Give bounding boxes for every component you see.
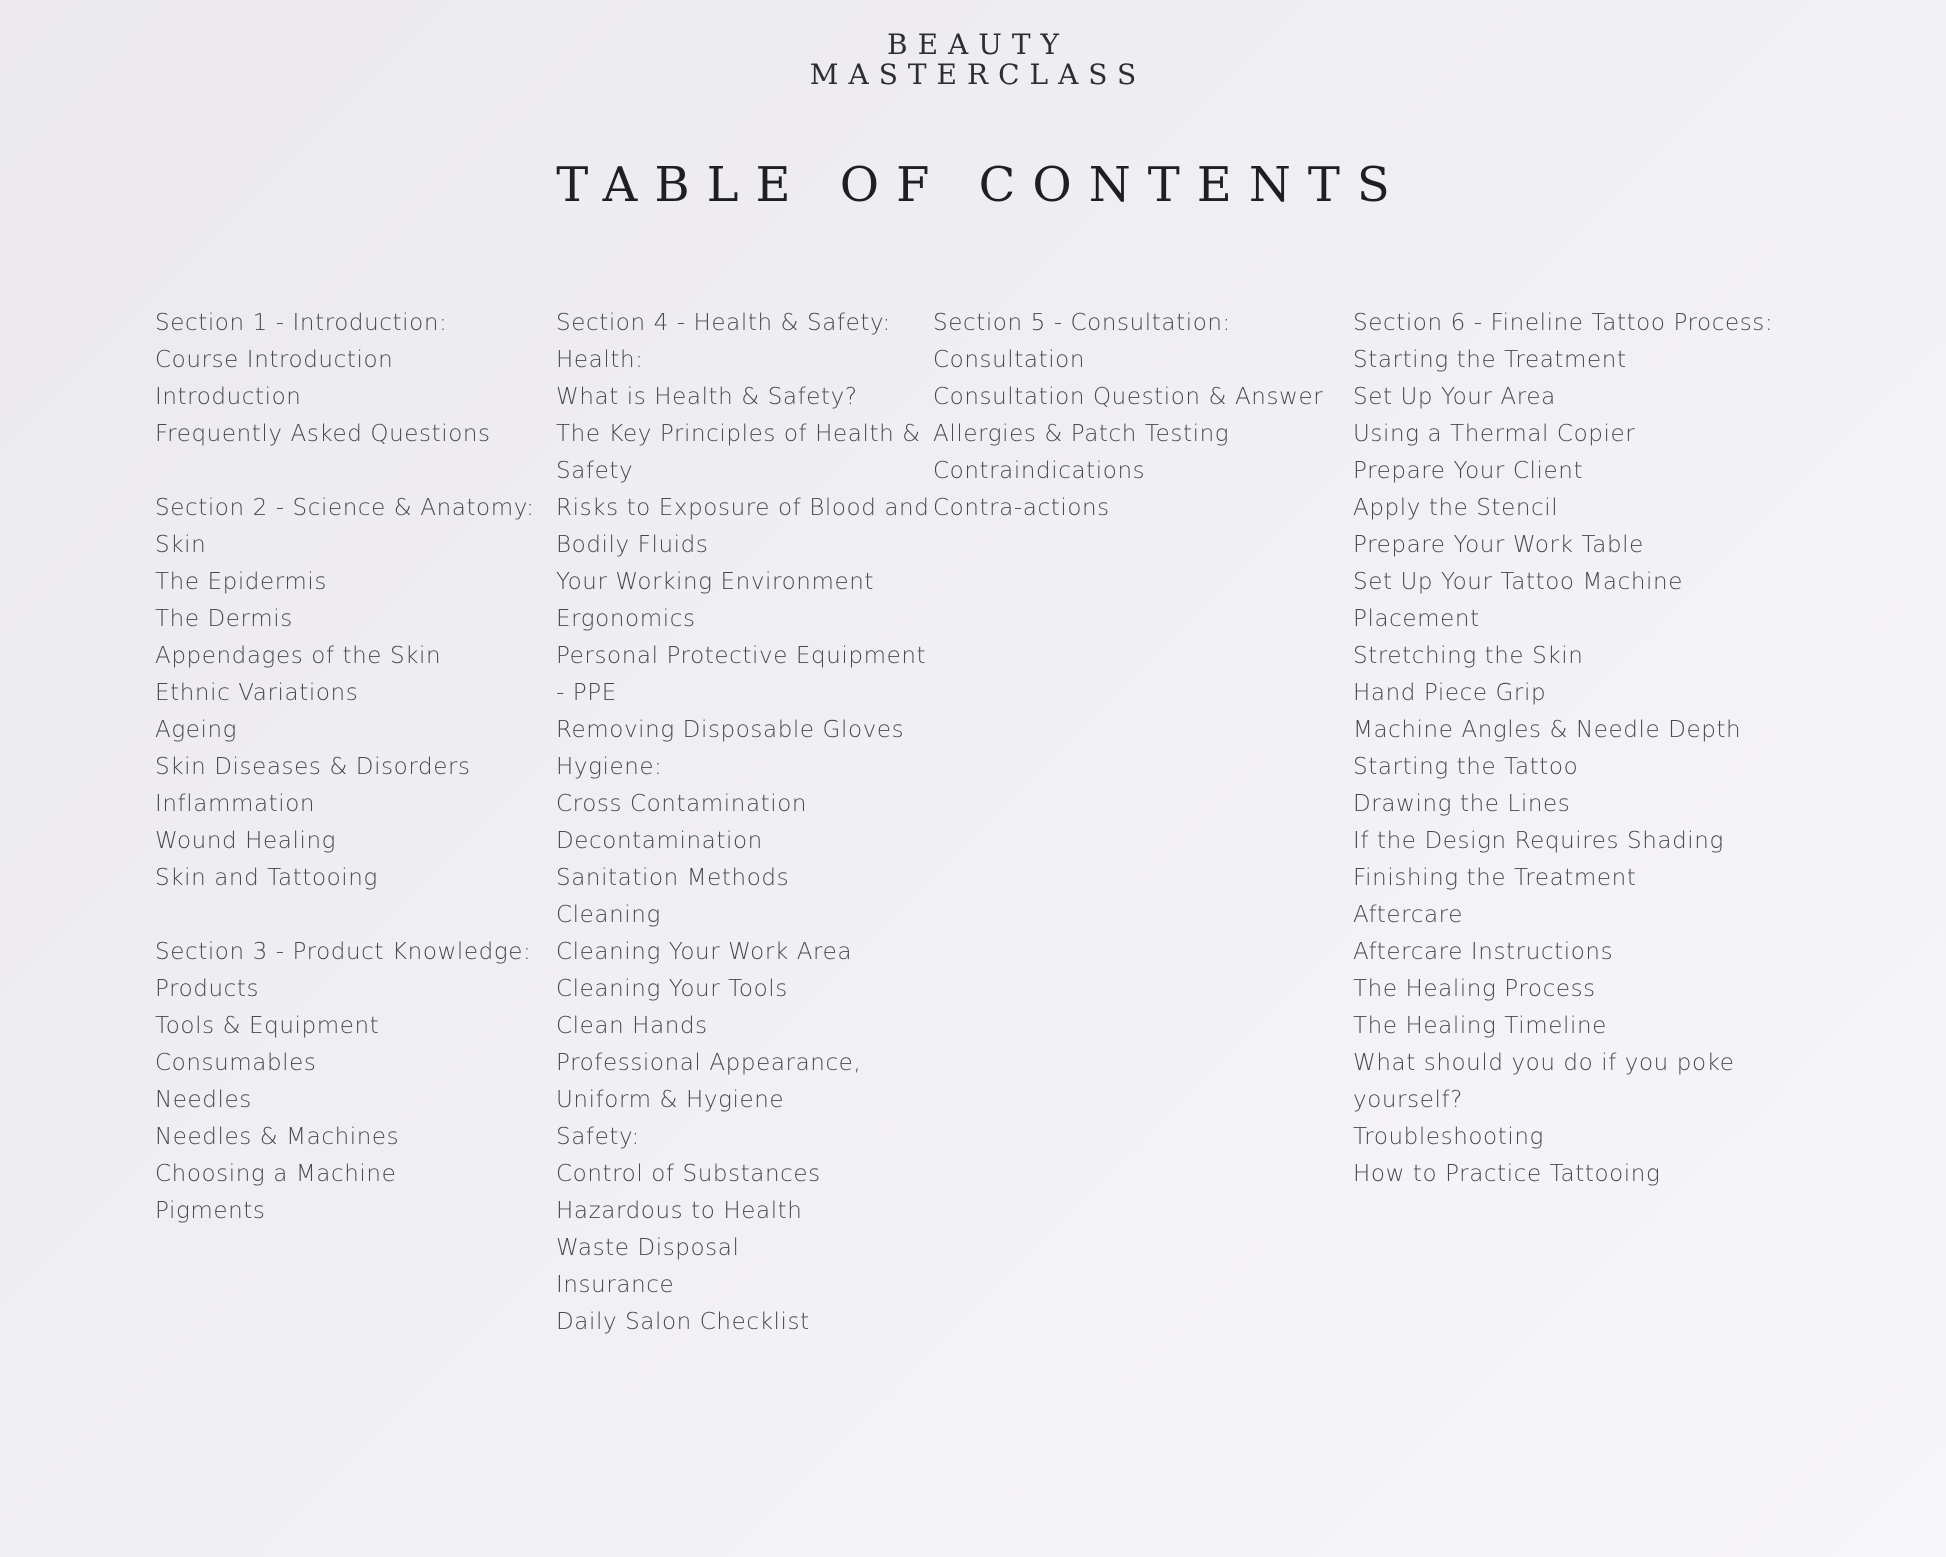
toc-item: Professional Appearance, xyxy=(556,1050,862,1076)
toc-column-4 xyxy=(1353,305,1913,1193)
toc-item: Choosing a Machine xyxy=(155,1161,397,1187)
toc-item: Personal Protective Equipment xyxy=(556,643,927,669)
toc-item: Appendages of the Skin xyxy=(155,643,442,669)
toc-item: Pigments xyxy=(155,1198,266,1224)
toc-item: The Healing Process xyxy=(1353,976,1596,1002)
toc-column-2 xyxy=(556,305,930,1341)
toc-item: The Healing Timeline xyxy=(1353,1013,1607,1039)
toc-column-1 xyxy=(155,305,535,1230)
toc-item: Inflammation xyxy=(155,791,316,817)
toc-item: If the Design Requires Shading xyxy=(1353,828,1724,854)
toc-item: Skin Diseases & Disorders xyxy=(155,754,471,780)
toc-item: Consumables xyxy=(155,1050,317,1076)
toc-item: Introduction xyxy=(155,384,302,410)
toc-item: Hazardous to Health xyxy=(556,1198,803,1224)
toc-item: How to Practice Tattooing xyxy=(1353,1161,1661,1187)
toc-item: Stretching the Skin xyxy=(1353,643,1584,669)
toc-item: Contraindications xyxy=(933,458,1146,484)
toc-item: Cross Contamination xyxy=(556,791,808,817)
toc-item: Cleaning Your Work Area xyxy=(556,939,853,965)
toc-item: Needles & Machines xyxy=(155,1124,400,1150)
section-heading: Section 3 - Product Knowledge: xyxy=(155,939,532,965)
toc-item: yourself? xyxy=(1353,1087,1463,1113)
toc-item: What is Health & Safety? xyxy=(556,384,858,410)
toc-item: Uniform & Hygiene xyxy=(556,1087,785,1113)
toc-item: Ethnic Variations xyxy=(155,680,359,706)
toc-column-3 xyxy=(933,305,1333,527)
toc-item: Course Introduction xyxy=(155,347,394,373)
toc-subheading: Hygiene: xyxy=(556,754,663,780)
toc-item: Removing Disposable Gloves xyxy=(556,717,905,743)
section-spacer xyxy=(155,897,535,934)
brand-logo xyxy=(0,30,1946,90)
toc-item: Your Working Environment xyxy=(556,569,874,595)
toc-item: Contra-actions xyxy=(933,495,1110,521)
toc-item: Needles xyxy=(155,1087,252,1113)
brand-line-2: MASTERCLASS xyxy=(809,58,1147,91)
toc-item: Machine Angles & Needle Depth xyxy=(1353,717,1742,743)
section-heading: Section 5 - Consultation: xyxy=(933,310,1231,336)
section-heading: Section 1 - Introduction: xyxy=(155,310,448,336)
toc-item: The Dermis xyxy=(155,606,293,632)
toc-item: Waste Disposal xyxy=(556,1235,740,1261)
toc-item: Skin and Tattooing xyxy=(155,865,378,891)
toc-item: Clean Hands xyxy=(556,1013,708,1039)
toc-item: The Epidermis xyxy=(155,569,327,595)
toc-item: - PPE xyxy=(556,680,617,706)
section-heading: Section 4 - Health & Safety: xyxy=(556,310,891,336)
toc-item: Risks to Exposure of Blood and xyxy=(556,495,930,521)
toc-subheading: Health: xyxy=(556,347,644,373)
toc-item: Safety xyxy=(556,458,634,484)
toc-item: Frequently Asked Questions xyxy=(155,421,491,447)
toc-item: Placement xyxy=(1353,606,1480,632)
toc-item: Prepare Your Work Table xyxy=(1353,532,1644,558)
toc-item: Ergonomics xyxy=(556,606,696,632)
toc-item: The Key Principles of Health & xyxy=(556,421,921,447)
toc-item: Apply the Stencil xyxy=(1353,495,1559,521)
toc-item: Products xyxy=(155,976,260,1002)
toc-item: Hand Piece Grip xyxy=(1353,680,1547,706)
toc-item: Using a Thermal Copier xyxy=(1353,421,1636,447)
toc-item: Starting the Treatment xyxy=(1353,347,1627,373)
page-title: TABLE OF CONTENTS xyxy=(556,157,1407,213)
brand-line-1: BEAUTY xyxy=(887,28,1069,61)
section-heading: Section 2 - Science & Anatomy: xyxy=(155,495,535,521)
toc-item: Starting the Tattoo xyxy=(1353,754,1579,780)
toc-item: Finishing the Treatment xyxy=(1353,865,1637,891)
toc-item: What should you do if you poke xyxy=(1353,1050,1735,1076)
toc-item: Control of Substances xyxy=(556,1161,821,1187)
toc-item: Bodily Fluids xyxy=(556,532,709,558)
toc-item: Daily Salon Checklist xyxy=(556,1309,810,1335)
toc-item: Aftercare Instructions xyxy=(1353,939,1614,965)
toc-item: Cleaning xyxy=(556,902,661,928)
toc-item: Troubleshooting xyxy=(1353,1124,1544,1150)
toc-item: Consultation Question & Answer xyxy=(933,384,1324,410)
toc-item: Set Up Your Area xyxy=(1353,384,1556,410)
toc-item: Prepare Your Client xyxy=(1353,458,1584,484)
section-heading: Section 6 - Fineline Tattoo Process: xyxy=(1353,310,1774,336)
toc-item: Tools & Equipment xyxy=(155,1013,380,1039)
toc-item: Consultation xyxy=(933,347,1086,373)
section-spacer xyxy=(155,453,535,490)
toc-item: Wound Healing xyxy=(155,828,337,854)
toc-item: Allergies & Patch Testing xyxy=(933,421,1230,447)
toc-item: Decontamination xyxy=(556,828,763,854)
toc-item: Set Up Your Tattoo Machine xyxy=(1353,569,1683,595)
toc-item: Sanitation Methods xyxy=(556,865,790,891)
toc-item: Cleaning Your Tools xyxy=(556,976,788,1002)
toc-subheading: Safety: xyxy=(556,1124,640,1150)
toc-item: Ageing xyxy=(155,717,238,743)
toc-item: Drawing the Lines xyxy=(1353,791,1571,817)
toc-item: Insurance xyxy=(556,1272,675,1298)
toc-item: Aftercare xyxy=(1353,902,1463,928)
toc-item: Skin xyxy=(155,532,207,558)
